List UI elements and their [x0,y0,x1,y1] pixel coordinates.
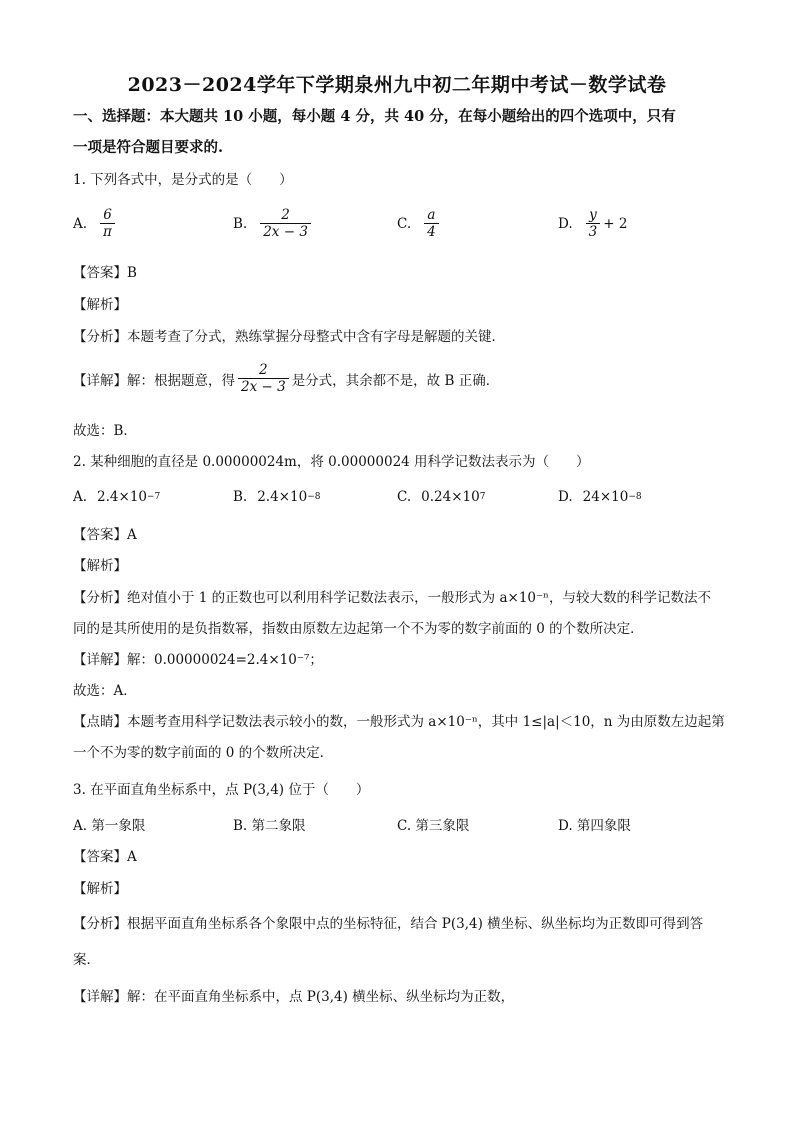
q1-stem: 1. 下列各式中，是分式的是（ ） [73,172,293,188]
q1-option-a-den: π [100,223,115,240]
q2-fenxi-line1: 【分析】绝对值小于 1 的正数也可以利用科学记数法表示，一般形式为 a×10⁻ⁿ，与较大数的科学记数法不 [73,590,711,606]
q1-option-d-label: D. [558,215,573,232]
q3-option-b: B. 第二象限 [233,818,306,834]
q1-option-d-fraction [586,207,601,240]
q2-option-c [397,489,485,505]
q1-option-c-den: 4 [424,223,439,240]
q1-option-d-den: 3 [586,223,601,240]
q1-option-d-tail: + 2 [603,215,628,232]
q2-fenxi-line2: 同的是其所使用的是负指数幂，指数由原数左边起第一个不为零的数字前面的 0 的个数所决定． [73,621,644,637]
q2-option-d [558,489,642,505]
q1-option-d [558,207,627,240]
q1-option-b-den: 2x − 3 [260,223,311,240]
q2-option-d-exp: −8 [628,492,642,502]
q2-option-b [233,489,320,505]
q1-option-c [397,207,442,240]
q1-option-c-label: C. [397,215,412,232]
q3-option-c: C. 第三象限 [397,818,470,834]
q2-detail: 【详解】解：0.00000024=2.4×10⁻⁷； [73,652,323,668]
q1-option-c-num: a [427,207,436,223]
q1-detail-den: 2x − 3 [238,378,289,395]
q1-jiexi: 【解析】 [73,297,127,313]
q1-option-a-label: A. [73,215,88,232]
q2-answer: 【答案】A [73,527,137,543]
q2-option-a [73,489,160,505]
q1-option-b-num: 2 [281,207,290,223]
q2-option-a-label: A. [73,489,88,505]
q1-option-a [73,207,118,240]
q2-option-a-base: 2.4×10 [97,489,148,505]
q3-fenxi-line1: 【分析】根据平面直角坐标系各个象限中点的坐标特征，结合 P(3,4) 横坐标、纵坐标均为正数即可得到答 [73,916,704,932]
q3-option-a: A. 第一象限 [73,818,146,834]
q1-option-a-num: 6 [103,207,112,223]
q1-detail-num: 2 [259,362,268,378]
page-title: 2023－2024学年下学期泉州九中初二年期中考试－数学试卷 [127,74,667,96]
q1-option-b [233,207,314,240]
section-heading-line2: 一项是符合题目要求的. [73,139,224,156]
q1-option-d-num: y [589,207,597,223]
q1-fenxi: 【分析】本题考查了分式，熟练掌握分母整式中含有字母是解题的关键． [73,329,505,345]
q1-option-b-label: B. [233,215,248,232]
section-heading-line1: 一、选择题：本大题共 10 小题，每小题 4 分，共 40 分，在每小题给出的四个选项中，只有 [73,108,676,125]
q1-choose: 故选：B． [73,423,137,439]
q1-answer: 【答案】B [73,265,137,281]
q3-stem: 3. 在平面直角坐标系中，点 P(3,4) 位于（ ） [73,782,370,798]
q2-jiexi: 【解析】 [73,558,127,574]
q3-detail: 【详解】解：在平面直角坐标系中，点 P(3,4) 横坐标、纵坐标均为正数， [73,989,515,1005]
q2-choose: 故选：A． [73,683,137,699]
q2-option-d-base: 24×10 [582,489,629,505]
q2-dianjing-line1: 【点睛】本题考查用科学记数法表示较小的数，一般形式为 a×10⁻ⁿ，其中 1≤|a|＜10，n 为由原数左边起第 [73,714,725,730]
q2-option-b-base: 2.4×10 [257,489,308,505]
q2-option-c-exp: 7 [479,492,486,502]
q2-stem: 2. 某种细胞的直径是 0.00000024m，将 0.00000024 用科学记数法表示为（ ） [73,454,590,470]
q1-detail-pre: 【详解】解：根据题意，得 [73,372,235,389]
q2-option-c-base: 0.24×10 [421,489,480,505]
q2-option-a-exp: −7 [147,492,161,502]
q2-option-b-label: B. [233,489,248,505]
q3-answer: 【答案】A [73,849,137,865]
q2-dianjing-line2: 一个不为零的数字前面的 0 的个数所决定． [73,745,334,761]
q1-detail-fraction [238,362,289,395]
q3-option-d: D. 第四象限 [558,818,631,834]
q1-option-b-fraction [260,207,311,240]
q2-option-d-label: D. [558,489,573,505]
q1-option-c-fraction [424,207,439,240]
q1-option-a-fraction [100,207,115,240]
q2-option-c-label: C. [397,489,412,505]
q1-detail [73,362,499,395]
q3-jiexi: 【解析】 [73,881,127,897]
q2-option-b-exp: −8 [307,492,321,502]
q3-fenxi-line2: 案． [73,952,100,968]
q1-detail-post: 是分式，其余都不是，故 B 正确． [291,372,500,389]
